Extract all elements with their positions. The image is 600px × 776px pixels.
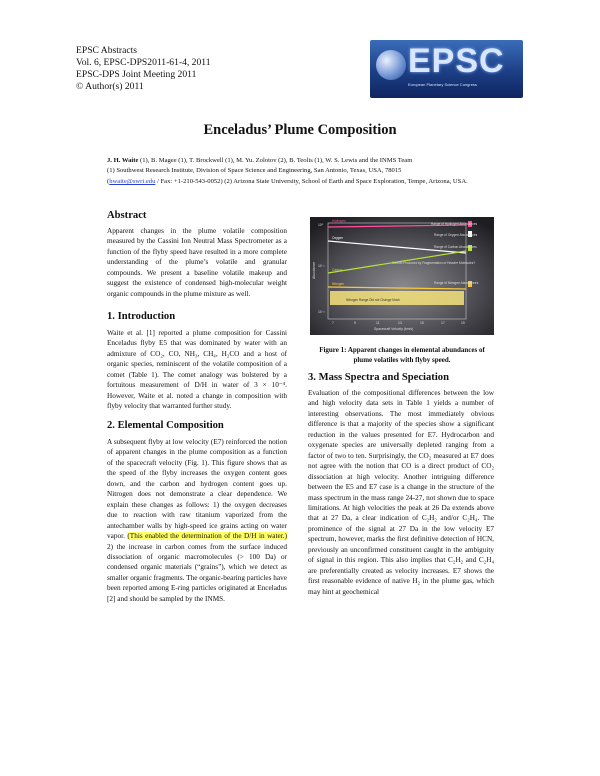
label-carbon: Carbon xyxy=(332,268,343,272)
x-tick: 9 xyxy=(354,321,356,325)
mass-spectra-heading: 3. Mass Spectra and Speciation xyxy=(308,372,449,383)
x-axis-label: Spacecraft Velocity (km/s) xyxy=(374,327,414,331)
elemental-text-b: 2) the increase in carbon comes from the surface induced dissociation of organic macromolecules (> 100 Da) or condensed organic materials (“grains”), which we detect as smaller organic fragments. The organic-bearing particles have been reported among E-ring particles originated at Enceladus [2] and should be sampled by the INMS. xyxy=(107,542,287,603)
label-carbon-fragmentation: Carbon Produced by Fragmentation of Heavier Molecules? xyxy=(392,261,476,265)
x-tick: 15 xyxy=(420,321,424,325)
x-tick: 13 xyxy=(398,321,402,325)
label-oxygen: Oxygen xyxy=(332,236,343,240)
x-tick: 11 xyxy=(376,321,380,325)
logo-text: EPSC xyxy=(408,42,505,80)
logo-subtitle: European Planetary Science Congress xyxy=(408,82,477,87)
label-nitrogen: Nitrogen xyxy=(332,282,345,286)
lead-author: J. H. Waite xyxy=(107,157,139,164)
affiliation-2: / Fax: +1-210-543-0052) (2) Arizona State University, School of Earth and Space Exploration, Tempe, Arizona, USA. xyxy=(155,177,468,185)
figure-caption: Figure 1: Apparent changes in elemental abundances of plume volatiles with flyby speed. xyxy=(319,346,485,364)
affiliation-1: (1) Southwest Research Institute, Division of Space Science and Engineering, San Antonio, Texas, USA, 78015 xyxy=(107,167,402,175)
y-tick: 10⁰ xyxy=(318,223,324,227)
email-link[interactable]: hwaite@swri.edu xyxy=(109,177,156,185)
label-carbon-range: Range of Carbon Abundances xyxy=(434,245,477,249)
planet-icon xyxy=(376,50,406,80)
y-tick: 10⁻² xyxy=(318,310,325,314)
label-nitrogen-note: Nitrogen Range Did not Change Much xyxy=(346,298,401,302)
label-oxygen-range: Range of Oxygen Abundances xyxy=(434,233,478,237)
introduction-heading: 1. Introduction xyxy=(107,311,176,322)
header-line: Vol. 6, EPSC-DPS2011-61-4, 2011 xyxy=(76,57,211,68)
header-line: © Author(s) 2011 xyxy=(76,81,144,92)
author-block: J. H. Waite (1), B. Magee (1), T. Brockwell (1), M. Yu. Zolotov (2), B. Teolis (1), W. S. Lewis and the INMS Team (1) Southwest Research Institute, Division of Space Science and Engineering, San Antonio, Texas, USA, 78015 (hwaite@swri.edu / Fax: +1-210-543-0052) (2) Arizona State University, School of Earth and Space Exploration, Tempe, Arizona, USA. xyxy=(107,157,468,185)
figure-1 xyxy=(310,217,494,335)
x-tick: 19 xyxy=(461,321,465,325)
label-nitrogen-range: Range of Nitrogen Abundances xyxy=(434,281,479,285)
paper-title: Enceladus’ Plume Composition xyxy=(203,122,397,138)
header-line: EPSC Abstracts xyxy=(76,45,138,56)
y-tick: 10⁻¹ xyxy=(318,264,325,268)
header-line: EPSC-DPS Joint Meeting 2011 xyxy=(76,69,197,80)
elemental-text xyxy=(107,437,287,604)
label-hydrogen: Hydrogen xyxy=(332,219,346,223)
mass-spectra-text: Evaluation of the compositional differences between the low and high velocity data sets in Table 1 yields a number of interesting observations. The most immediately obvious difference is that a majority of the species show a significant reduction in the values presented for E7. Hydrocarbon and oxygenate species are universally depleted ranging from a factor of two to ten. Surprisingly, the CO₂ measured at E7 does not agree with the notion that CO is a direct product of CO₂ dissociation at high velocity. Another intriguing difference between the E5 and E7 case is a change in the structure of the mass spectrum in the mass range 24-27, not shown due to space limitations. At high velocities the peak at 26 Da extends above that at 27 Da, a clear indication of C₂H₂ and/or C₂H₄. The prominence of the signal at 27 Da in the low velocity E7 spectrum, however, marks the first definitive detection of HCN, previously an unconfirmed constituent caught in the ambiguity of signal in this region. This also implies that C₂H₂ and C₂H₄ are preferentially created as velocity increases. E7 shows the first reasonable evidence of native H₂ in the plume gas, which may hint at geochemical xyxy=(308,389,494,596)
epsc-logo xyxy=(370,40,523,98)
y-axis-label: Abundance xyxy=(312,261,316,279)
journal-header xyxy=(76,45,211,93)
x-tick: 17 xyxy=(441,321,445,325)
figure-plot xyxy=(310,217,494,335)
elemental-heading: 2. Elemental Composition xyxy=(107,420,224,431)
author-list: (1), B. Magee (1), T. Brockwell (1), M. Yu. Zolotov (2), B. Teolis (1), W. S. Lewis and the INMS Team xyxy=(138,157,413,164)
x-tick: 7 xyxy=(332,321,334,325)
elemental-text-a: A subsequent flyby at low velocity (E7) reinforced the notion of apparent changes in the plume composition as a function of the spacecraft velocity (Fig. 1). This figure shows that as the speed of the flyby increases the oxygen content goes down, and the carbon and hydrogen content goes up. Nitrogen does not demonstrate a clear dependence. We explain these changes as follows: 1) the oxygen decreases due to reaction with raw titanium vaporized from the antechamber walls by high-speed ice grains acting on water vapor. xyxy=(107,438,287,541)
abstract-text: Apparent changes in the plume volatile composition measured by the Cassini Ion Neutral Mass Spectrometer as a function of the flyby speed have resulted in a more complete understanding of the plume’s volatile and granular compounds. We present a baseline volatile makeup and suggest the existence of condensed high-molecular weight organic compounds in the plume mixture as well. xyxy=(107,227,287,298)
label-hydrogen-range: Range of Hydrogen Abundances xyxy=(431,222,478,226)
introduction-text: Waite et al. [1] reported a plume composition for Cassini Enceladus flyby E5 that was dominated by water with an admixture of CO₂, CO, NH₃, CH₄, H₂CO and a host of organic species, reminiscent of the volatile composition of a comet (Table 1). The comet analogy was bolstered by a fortuitous measurement of D/H in water of 3 × 10⁻⁴. However, Waite et al. noted a change in composition with flyby velocity that warranted further study. xyxy=(107,329,287,411)
highlighted-text: (This enabled the determination of the D/H in water.) xyxy=(127,532,288,541)
abstract-heading: Abstract xyxy=(107,210,147,221)
